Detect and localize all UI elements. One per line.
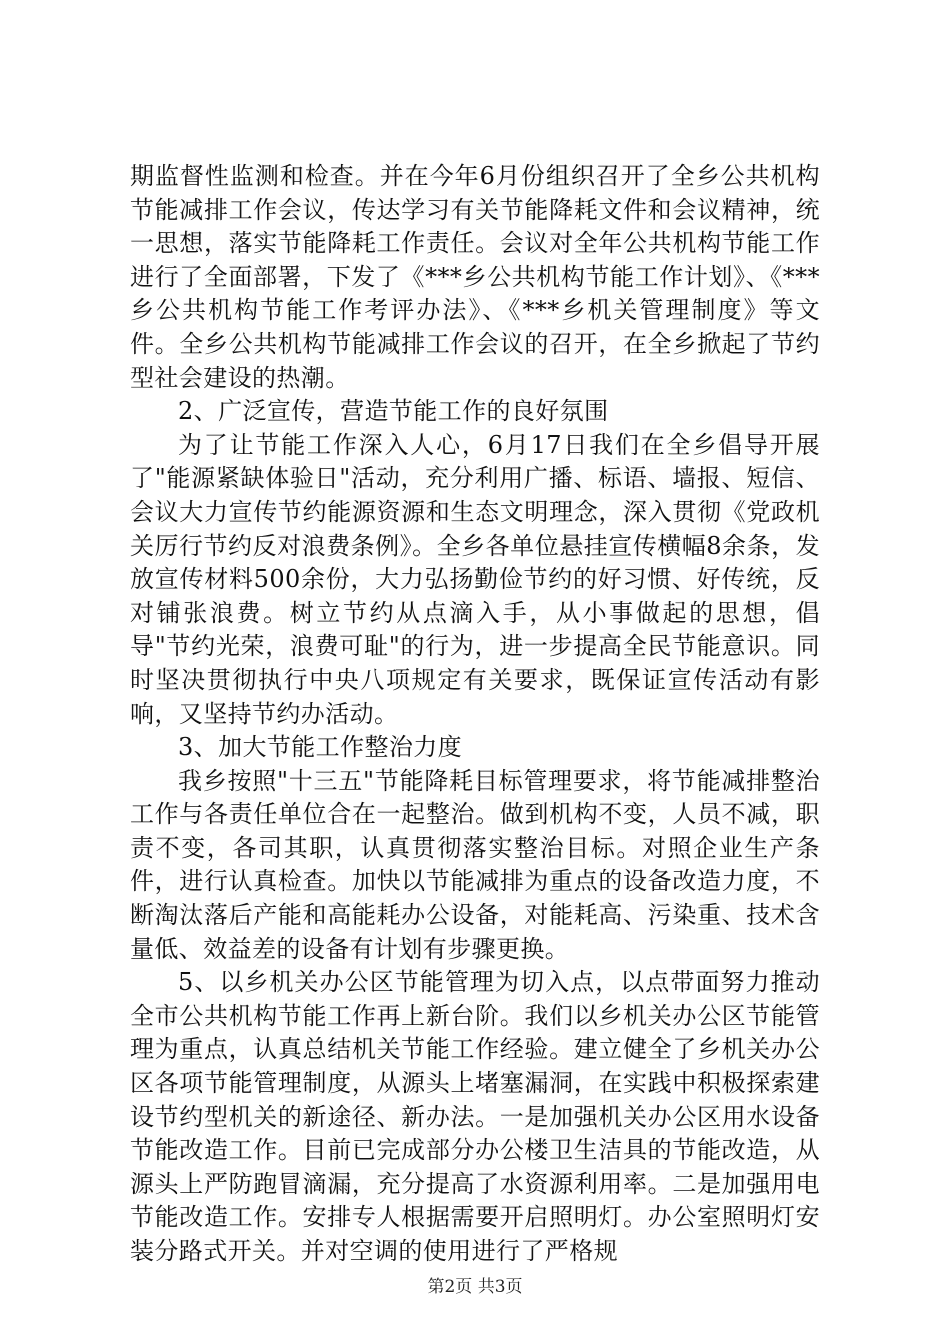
paragraph-continued: 期监督性监测和检查。并在今年6月份组织召开了全乡公共机构节能减排工作会议，传达学习有关节能降耗文件和会议精神，统一思想，落实节能降耗工作责任。会议对全年公共机构节能工作进行了全面部署，下发了《***乡公共机构节能工作计划》、《***乡公共机构节能工作考评办法》、《***乡机关管理制度》等文件。全乡公共机构节能减排工作会议的召开，在全乡掀起了节约型社会建设的热潮。	[130, 162, 820, 392]
document-body	[130, 160, 820, 1269]
section-heading-rectification: 3、加大节能工作整治力度	[178, 733, 463, 762]
paragraph-rectification: 我乡按照"十三五"节能降耗目标管理要求，将节能减排整治工作与各责任单位合在一起整治。做到机构不变，人员不减，职责不变，各司其职，认真贯彻落实整治目标。对照企业生产条件，进行认真检查。加快以节能减排为重点的设备改造力度，不断淘汰落后产能和高能耗办公设备，对能耗高、污染重、技术含量低、效益差的设备有计划有步骤更换。	[130, 766, 820, 963]
paragraph-office-energy: 5、以乡机关办公区节能管理为切入点，以点带面努力推动全市公共机构节能工作再上新台阶。我们以乡机关办公区节能管理为重点，认真总结机关节能工作经验。建立健全了乡机关办公区各项节能管理制度，从源头上堵塞漏洞，在实践中积极探索建设节约型机关的新途径、新办法。一是加强机关办公区用水设备节能改造工作。目前已完成部分办公楼卫生洁具的节能改造，从源头上严防跑冒滴漏，充分提高了水资源利用率。二是加强用电节能改造工作。安排专人根据需要开启照明灯。办公室照明灯安装分路式开关。并对空调的使用进行了严格规	[130, 968, 820, 1265]
paragraph-publicity: 为了让节能工作深入人心，6月17日我们在全乡倡导开展了"能源紧缺体验日"活动，充分利用广播、标语、墙报、短信、会议大力宣传节约能源资源和生态文明理念，深入贯彻《党政机关厉行节约反对浪费条例》。全乡各单位悬挂宣传横幅8余条，发放宣传材料500余份，大力弘扬勤俭节约的好习惯、好传统，反对铺张浪费。树立节约从点滴入手，从小事做起的思想，倡导"节约光荣，浪费可耻"的行为，进一步提高全民节能意识。同时坚决贯彻执行中央八项规定有关要求，既保证宣传活动有影响，又坚持节约办活动。	[130, 430, 820, 728]
page-number-footer: 第2页 共3页	[427, 1277, 523, 1297]
section-heading-publicity: 2、广泛宣传，营造节能工作的良好氛围	[178, 397, 609, 426]
